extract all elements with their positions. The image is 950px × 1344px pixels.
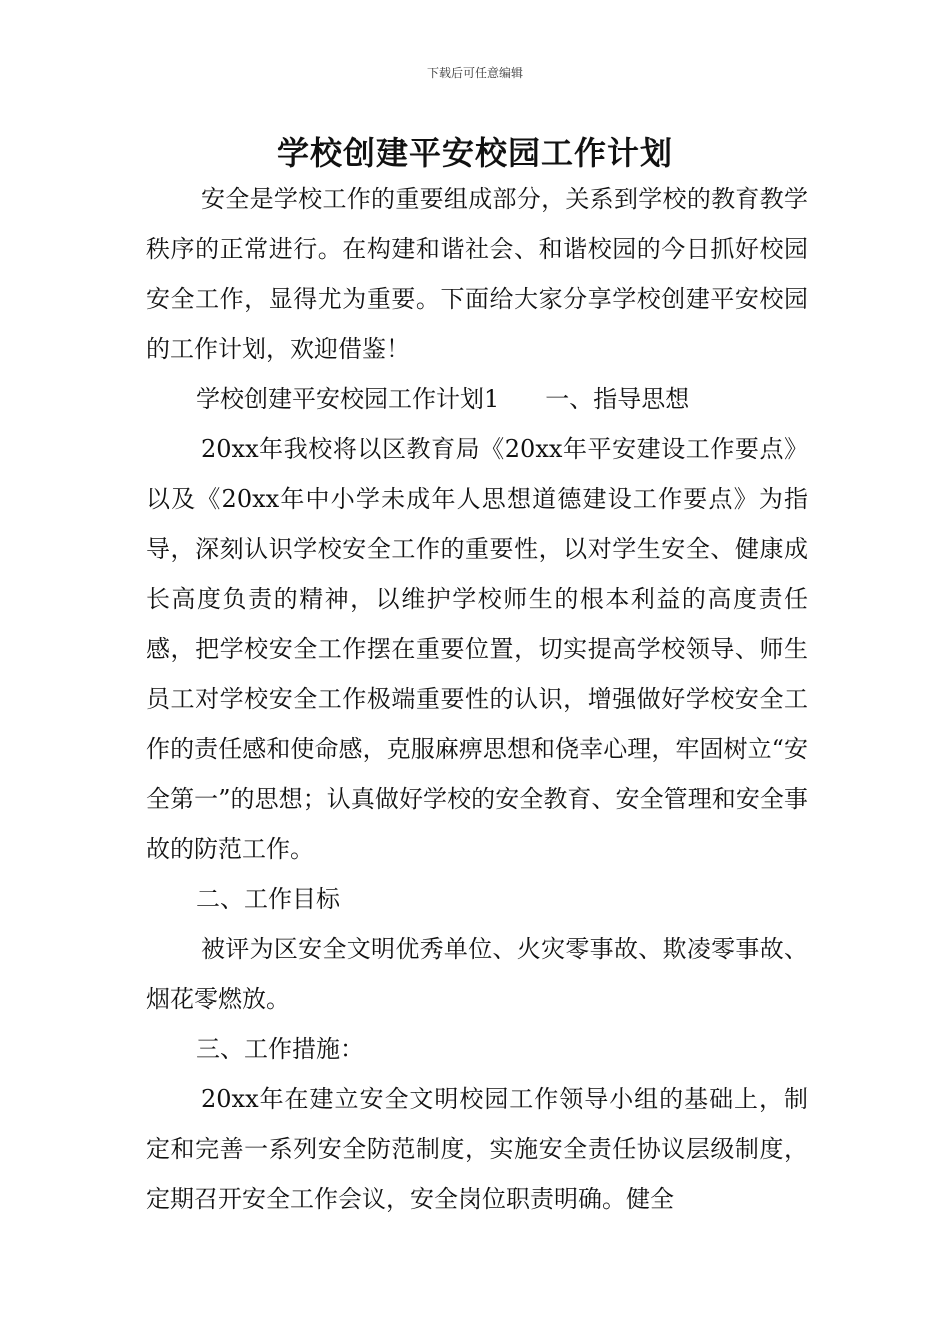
section2-paragraph: 被评为区安全文明优秀单位、火灾零事故、欺凌零事故、烟花零燃放。 bbox=[146, 935, 808, 1013]
section2-heading: 二、工作目标 bbox=[196, 885, 340, 913]
plan-heading-line bbox=[146, 374, 808, 424]
section1-heading: 一、指导思想 bbox=[545, 385, 690, 413]
intro-paragraph: 安全是学校工作的重要组成部分，关系到学校的教育教学秩序的正常进行。在构建和谐社会、和谐校园的今日抓好校园安全工作，显得尤为重要。下面给大家分享学校创建平安校园的工作计划，欢迎借鉴！ bbox=[146, 185, 808, 363]
section3-heading: 三、工作措施： bbox=[196, 1035, 364, 1063]
document-title: 学校创建平安校园工作计划 bbox=[276, 134, 673, 172]
section1-paragraph: 20xx年我校将以区教育局《20xx年平安建设工作要点》以及《20xx年中小学未成年人思想道德建设工作要点》为指导，深刻认识学校安全工作的重要性，以对学生安全、健康成长高度负责的精神，以维护学校师生的根本利益的高度责任感，把学校安全工作摆在重要位置，切实提高学校领导、师生员工对学校安全工作极端重要性的认识，增强做好学校安全工作的责任感和使命感，克服麻痹思想和侥幸心理，牢固树立“安全第一”的思想；认真做好学校的安全教育、安全管理和安全事故的防范工作。 bbox=[146, 435, 808, 863]
document-body bbox=[146, 174, 808, 1224]
section3-paragraph: 20xx年在建立安全文明校园工作领导小组的基础上，制定和完善一系列安全防范制度，实施安全责任协议层级制度，定期召开安全工作会议，安全岗位职责明确。健全 bbox=[146, 1085, 808, 1213]
header-note: 下载后可任意编辑 bbox=[426, 66, 523, 80]
plan-title: 学校创建平安校园工作计划1 bbox=[196, 385, 500, 413]
